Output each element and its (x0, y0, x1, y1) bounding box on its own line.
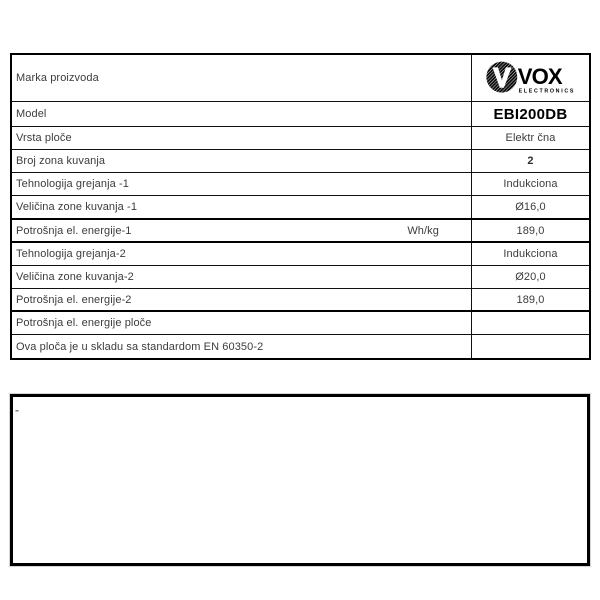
note-dash: - (15, 403, 19, 417)
spec-value: Indukciona (471, 243, 589, 265)
spec-label: Ova ploča je u skladu sa standardom EN 60350-2 (16, 340, 264, 353)
spec-label: Potrošnja el. energije ploče (16, 317, 152, 329)
spec-value: 2 (471, 150, 589, 172)
spec-label: Model (16, 108, 47, 120)
svg-text:VOX: VOX (517, 64, 562, 90)
spec-value: Elektr čna (471, 127, 589, 149)
spec-row (12, 150, 589, 173)
spec-label: Broj zona kuvanja (16, 155, 106, 167)
spec-value: Ø20,0 (471, 266, 589, 288)
note-box (10, 394, 590, 566)
spec-value: 189,0 (471, 289, 589, 310)
spec-label: Veličina zone kuvanja-2 (16, 271, 134, 283)
spec-value (471, 312, 589, 334)
spec-row (12, 173, 589, 196)
spec-row-energy-2 (12, 289, 589, 312)
spec-value: Indukciona (471, 173, 589, 195)
spec-row (12, 266, 589, 289)
spec-value: Ø16,0 (471, 196, 589, 218)
spec-row-model (12, 102, 589, 127)
spec-row (12, 196, 589, 219)
spec-label: Tehnologija grejanja -1 (16, 178, 129, 190)
svg-text:ELECTRONICS: ELECTRONICS (518, 88, 575, 95)
spec-row (12, 127, 589, 150)
spec-value: 189,0 (471, 220, 589, 241)
spec-value (471, 335, 589, 358)
vox-logo-icon (485, 59, 577, 97)
spec-row-brand (12, 55, 589, 102)
spec-label: Tehnologija grejanja-2 (16, 248, 126, 260)
spec-label: Vrsta ploče (16, 132, 72, 144)
spec-label-text: Potrošnja el. energije-1 (16, 224, 132, 237)
spec-row (12, 312, 589, 335)
spec-row (12, 243, 589, 266)
spec-row-standard (12, 335, 589, 358)
spec-label: Marka proizvoda (16, 72, 99, 84)
spec-value-model: EBI200DB (471, 102, 589, 126)
spec-label (12, 220, 471, 241)
brand-logo-cell (471, 55, 589, 101)
spec-row-energy-1 (12, 218, 589, 243)
spec-table (10, 53, 591, 360)
spec-unit: Wh/kg (407, 224, 439, 237)
spec-label: Potrošnja el. energije-2 (16, 293, 132, 306)
spec-label: Veličina zone kuvanja -1 (16, 201, 138, 213)
